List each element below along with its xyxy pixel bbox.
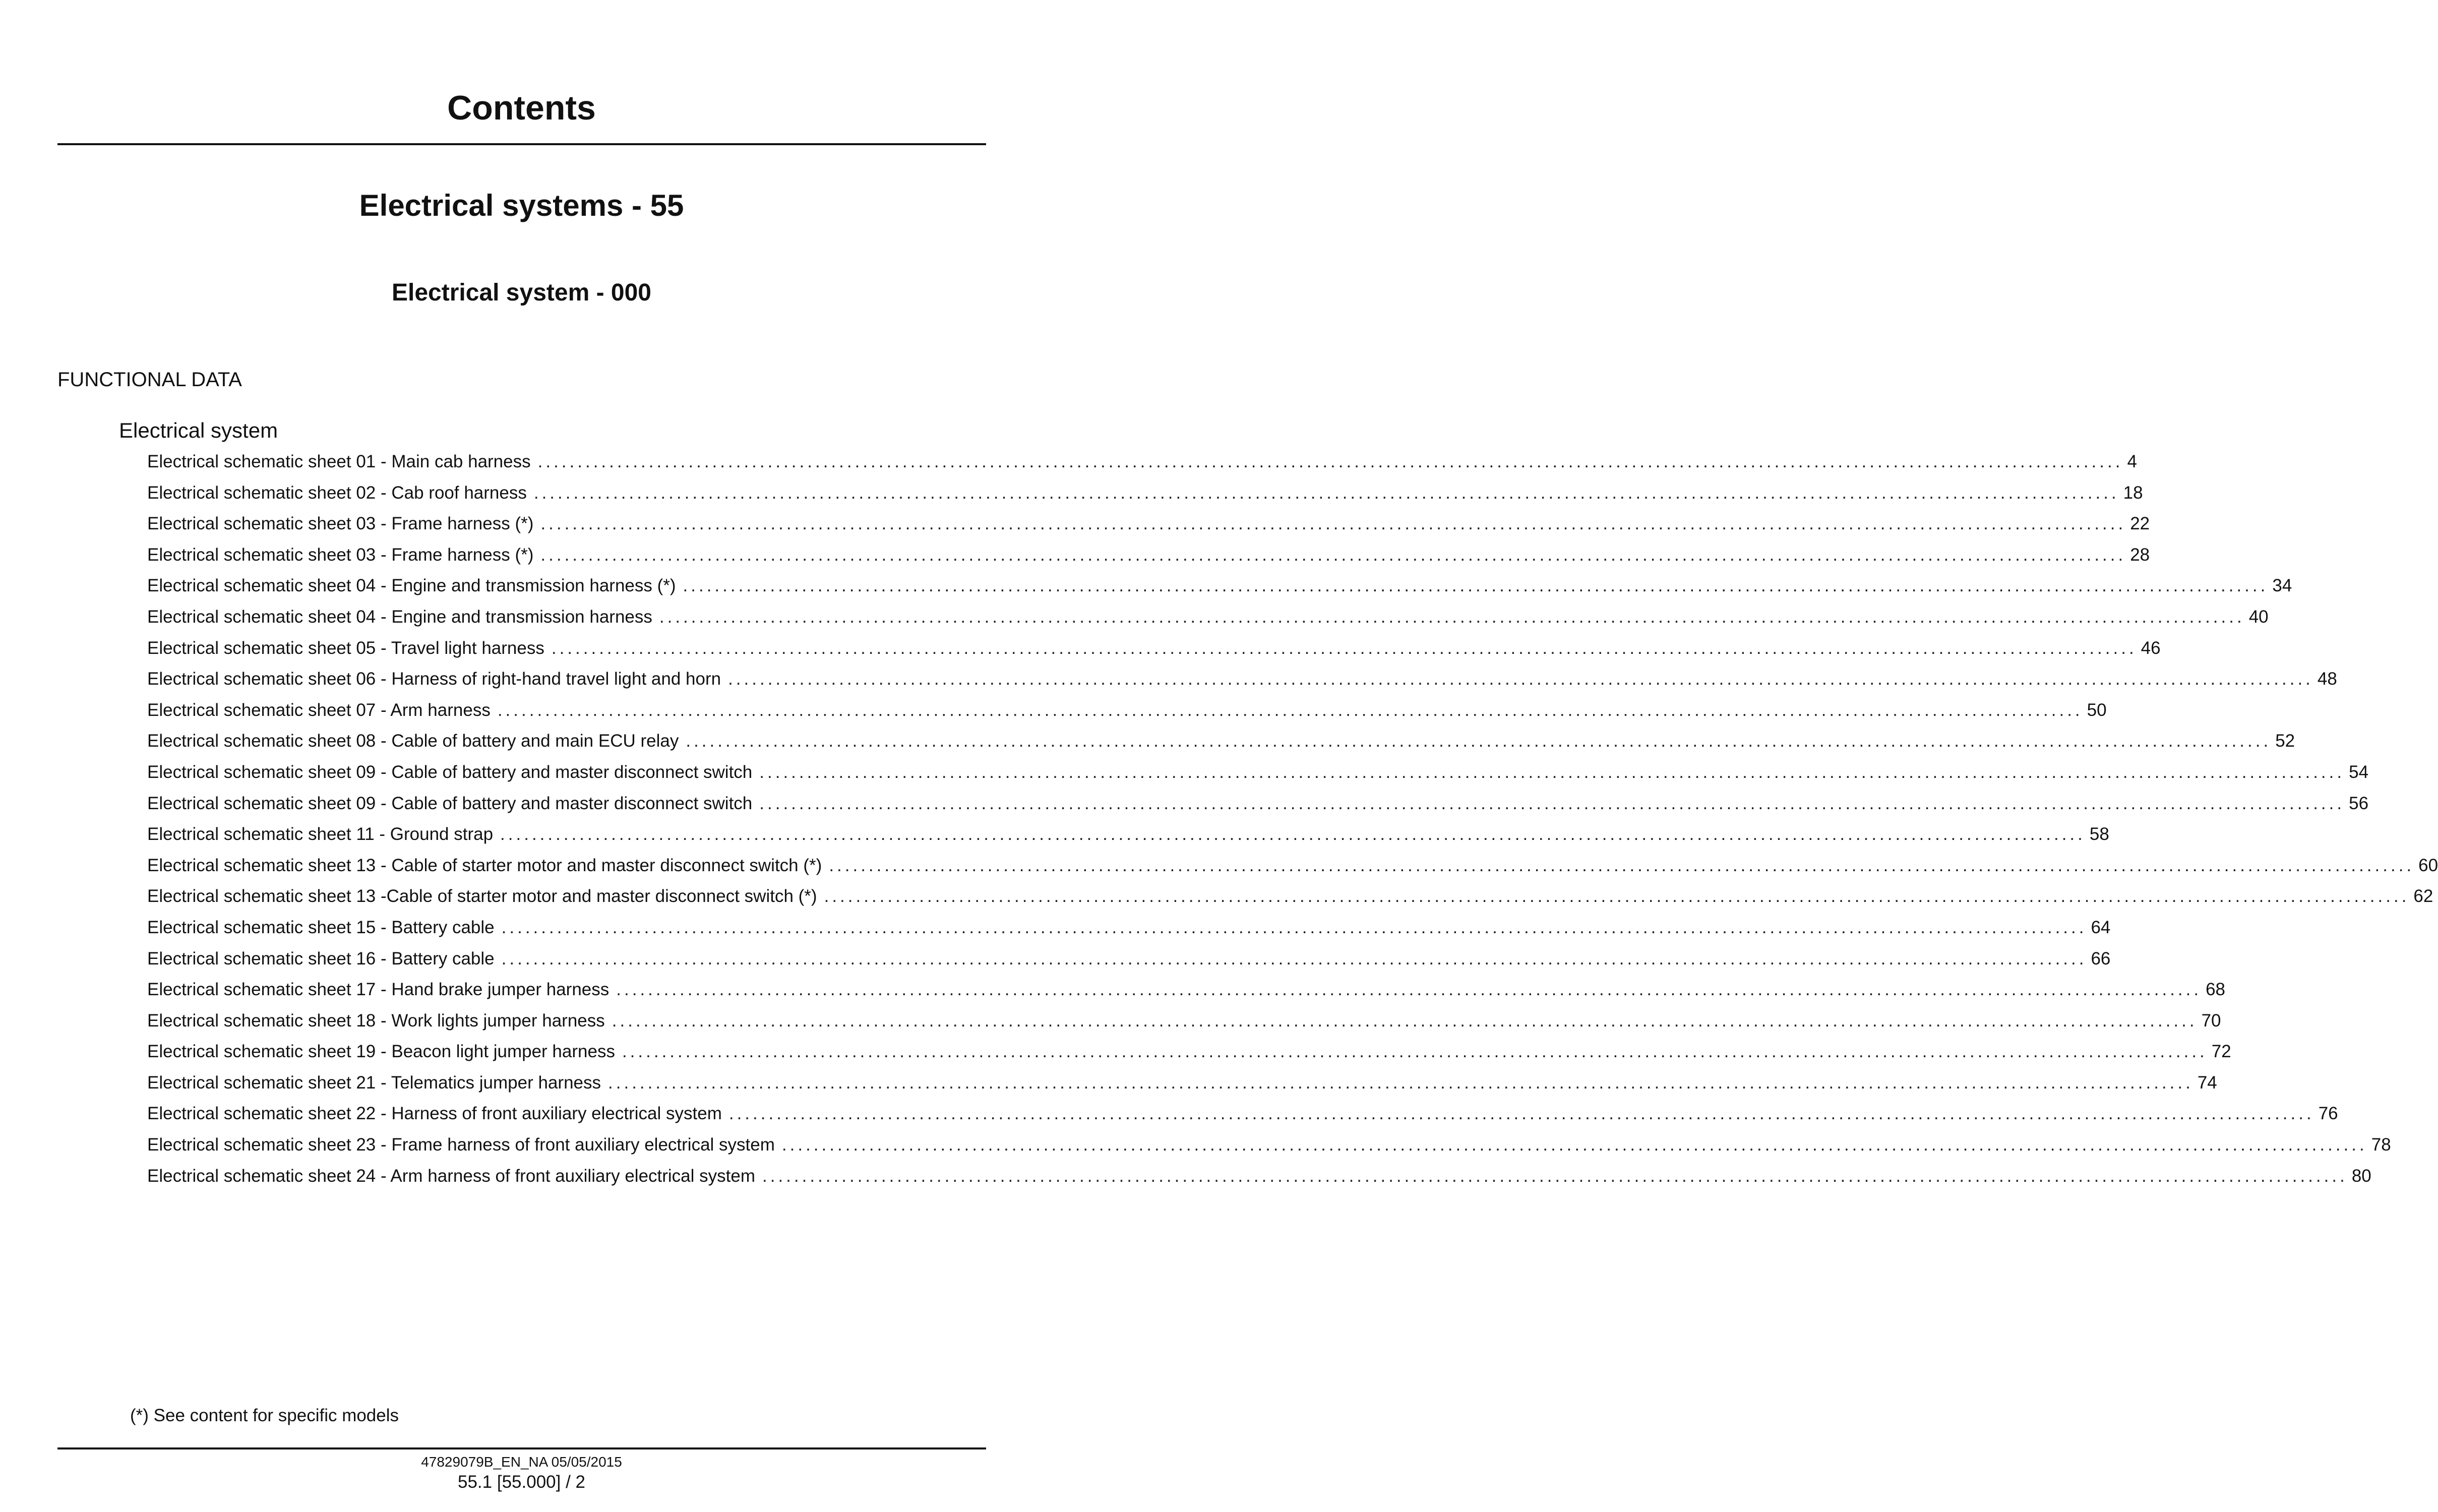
toc-dot-leader: ........................................................................................................................................................................................................: [612, 1010, 2198, 1031]
toc-entry-label: Electrical schematic sheet 07 - Arm harness: [147, 700, 491, 720]
toc-dot-leader: ........................................................................................................................................................................................................: [616, 980, 2202, 1000]
toc-entry[interactable]: [147, 1129, 2391, 1161]
toc-dot-leader: ........................................................................................................................................................................................................: [686, 731, 2272, 751]
toc-entry-page-number: 56: [2349, 793, 2369, 813]
toc-entry-page-number: 46: [2141, 638, 2161, 658]
toc-dot-leader: ........................................................................................................................................................................................................: [762, 1166, 2348, 1186]
toc-entry[interactable]: [147, 850, 2438, 881]
toc-entry[interactable]: [147, 1036, 2231, 1067]
toc-entry[interactable]: [147, 539, 2150, 571]
toc-dot-leader: ........................................................................................................................................................................................................: [551, 638, 2137, 658]
toc-entry[interactable]: [147, 881, 2433, 912]
toc-dot-leader: ........................................................................................................................................................................................................: [728, 669, 2313, 689]
toc-entry-label: Electrical schematic sheet 03 - Frame harness (*): [147, 514, 534, 534]
toc-entry-label: Electrical schematic sheet 04 - Engine and transmission harness (*): [147, 576, 676, 596]
toc-dot-leader: ........................................................................................................................................................................................................: [540, 514, 2126, 534]
page-reference: 55.1 [55.000] / 2: [458, 1472, 585, 1492]
group-heading: Electrical system: [119, 418, 278, 442]
toc-dot-leader: ........................................................................................................................................................................................................: [728, 1104, 2314, 1124]
toc-entry[interactable]: [147, 1005, 2221, 1037]
toc-entry-label: Electrical schematic sheet 05 - Travel light harness: [147, 638, 544, 658]
toc-entry[interactable]: [147, 1161, 2371, 1192]
toc-entry-page-number: 54: [2349, 762, 2369, 782]
toc-entry-label: Electrical schematic sheet 24 - Arm harness of front auxiliary electrical system: [147, 1166, 755, 1186]
toc-entry-label: Electrical schematic sheet 03 - Frame harness (*): [147, 545, 534, 565]
toc-entry-page-number: 68: [2206, 980, 2226, 1000]
toc-entry[interactable]: [147, 570, 2292, 601]
toc-entry-label: Electrical schematic sheet 04 - Engine and transmission harness: [147, 607, 652, 627]
toc-dot-leader: ........................................................................................................................................................................................................: [759, 793, 2345, 813]
toc-dot-leader: ........................................................................................................................................................................................................: [759, 762, 2345, 782]
toc-entry-page-number: 50: [2087, 700, 2107, 720]
toc-dot-leader: ........................................................................................................................................................................................................: [500, 824, 2086, 844]
toc-entry[interactable]: [147, 508, 2150, 539]
toc-entry[interactable]: [147, 633, 2161, 664]
toc-entry[interactable]: [147, 943, 2111, 975]
toc-entry[interactable]: [147, 601, 2269, 633]
toc-entry-label: Electrical schematic sheet 15 - Battery cable: [147, 917, 495, 937]
toc-entry-label: Electrical schematic sheet 13 - Cable of starter motor and master disconnect switch (*): [147, 855, 822, 875]
toc-entry[interactable]: [147, 725, 2295, 757]
toc-dot-leader: ........................................................................................................................................................................................................: [622, 1042, 2208, 1062]
toc-entry-label: Electrical schematic sheet 17 - Hand brake jumper harness: [147, 980, 610, 1000]
toc-entry-page-number: 58: [2089, 824, 2109, 844]
toc-entry[interactable]: [147, 788, 2369, 819]
toc-entry-page-number: 66: [2091, 948, 2111, 969]
toc-entry-label: Electrical schematic sheet 21 - Telematics jumper harness: [147, 1072, 601, 1093]
toc-entry-label: Electrical schematic sheet 11 - Ground strap: [147, 824, 494, 844]
toc-dot-leader: ........................................................................................................................................................................................................: [501, 948, 2087, 969]
toc-entry-page-number: 48: [2317, 669, 2337, 689]
toc-entry-page-number: 34: [2272, 576, 2292, 596]
toc-entry[interactable]: [147, 974, 2226, 1005]
toc-dot-leader: ........................................................................................................................................................................................................: [501, 917, 2087, 937]
toc-entry-page-number: 4: [2127, 452, 2137, 471]
toc-entry[interactable]: [147, 1098, 2338, 1129]
toc-entry-label: Electrical schematic sheet 18 - Work lights jumper harness: [147, 1010, 605, 1031]
toc-entry[interactable]: [147, 477, 2143, 509]
toc-entry[interactable]: [147, 757, 2369, 788]
toc-dot-leader: ........................................................................................................................................................................................................: [497, 700, 2083, 720]
toc-entry-page-number: 76: [2318, 1104, 2338, 1124]
toc-dot-leader: ........................................................................................................................................................................................................: [829, 855, 2415, 875]
toc-entry[interactable]: [147, 446, 2137, 477]
toc-dot-leader: ........................................................................................................................................................................................................: [540, 545, 2126, 565]
toc-entry-label: Electrical schematic sheet 09 - Cable of battery and master disconnect switch: [147, 762, 753, 782]
toc-entry[interactable]: [147, 663, 2337, 695]
toc-list: [147, 446, 2438, 1191]
toc-entry[interactable]: [147, 819, 2109, 850]
toc-entry-label: Electrical schematic sheet 23 - Frame harness of front auxiliary electrical system: [147, 1135, 775, 1155]
toc-dot-leader: ........................................................................................................................................................................................................: [537, 452, 2123, 471]
toc-entry-label: Electrical schematic sheet 01 - Main cab harness: [147, 452, 531, 471]
toc-entry-page-number: 74: [2197, 1072, 2217, 1093]
toc-dot-leader: ........................................................................................................................................................................................................: [608, 1072, 2193, 1093]
toc-entry-page-number: 78: [2371, 1135, 2391, 1155]
toc-entry-page-number: 18: [2123, 482, 2143, 503]
top-divider: [57, 143, 986, 145]
page-title: Contents: [447, 89, 596, 127]
toc-entry-page-number: 62: [2413, 886, 2433, 906]
category-heading: FUNCTIONAL DATA: [57, 369, 242, 391]
toc-entry-page-number: 40: [2248, 607, 2269, 627]
bottom-divider: [57, 1447, 986, 1449]
toc-entry-page-number: 72: [2211, 1042, 2231, 1062]
toc-entry-page-number: 64: [2091, 917, 2111, 937]
toc-entry[interactable]: [147, 912, 2111, 943]
toc-entry-label: Electrical schematic sheet 06 - Harness of right-hand travel light and horn: [147, 669, 721, 689]
toc-entry-page-number: 22: [2130, 514, 2150, 534]
toc-entry-label: Electrical schematic sheet 09 - Cable of battery and master disconnect switch: [147, 793, 753, 813]
toc-entry-label: Electrical schematic sheet 08 - Cable of battery and main ECU relay: [147, 731, 679, 751]
toc-entry-label: Electrical schematic sheet 22 - Harness of front auxiliary electrical system: [147, 1104, 722, 1124]
toc-entry-label: Electrical schematic sheet 02 - Cab roof harness: [147, 482, 527, 503]
toc-entry-page-number: 52: [2275, 731, 2295, 751]
toc-dot-leader: ........................................................................................................................................................................................................: [659, 607, 2245, 627]
toc-dot-leader: ........................................................................................................................................................................................................: [683, 576, 2269, 596]
section-title: Electrical systems - 55: [359, 189, 684, 222]
subsection-title: Electrical system - 000: [392, 279, 651, 306]
toc-entry-page-number: 60: [2418, 855, 2438, 875]
toc-entry-label: Electrical schematic sheet 16 - Battery cable: [147, 948, 495, 969]
toc-entry-page-number: 70: [2201, 1010, 2221, 1031]
footnote: (*) See content for specific models: [130, 1406, 399, 1425]
toc-entry[interactable]: [147, 695, 2107, 726]
toc-entry-label: Electrical schematic sheet 19 - Beacon light jumper harness: [147, 1042, 615, 1062]
toc-dot-leader: ........................................................................................................................................................................................................: [781, 1135, 2367, 1155]
toc-dot-leader: ........................................................................................................................................................................................................: [824, 886, 2410, 906]
toc-entry-page-number: 28: [2130, 545, 2150, 565]
toc-entry[interactable]: [147, 1067, 2217, 1099]
toc-entry-page-number: 80: [2351, 1166, 2371, 1186]
toc-entry-label: Electrical schematic sheet 13 -Cable of starter motor and master disconnect switch (*): [147, 886, 817, 906]
document-id: 47829079B_EN_NA 05/05/2015: [421, 1454, 622, 1470]
toc-dot-leader: ........................................................................................................................................................................................................: [533, 482, 2119, 503]
